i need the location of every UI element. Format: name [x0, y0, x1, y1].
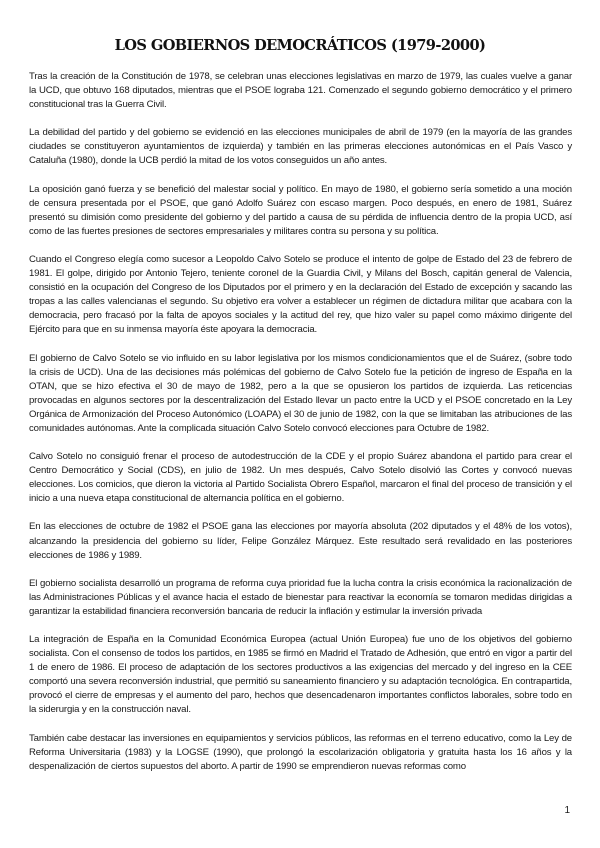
paragraph: Cuando el Congreso elegía como sucesor a Leopoldo Calvo Sotelo se produce el intento de golpe de Estado del 23 de febrero de 1981. El golpe, dirigido por Antonio Tejero, teniente coronel de la Guardia Civil, y Milans del Bosch, capitán general de Valencia, consistió en la ocupación del Congreso de los Diputados por el primero y en la declaración del Estado de excepción y sacando las tropas a las calles valencianas el segundo. Su objetivo era volver a establecer un régimen de dictadura militar que acabara con la democracia, pero fracasó por la falta de apoyos sociales y la actitud del rey, que hizo valer su papel como máximo dirigente del Ejército para que en su inmensa mayoría éste apoyara la democracia.	[29, 253, 572, 336]
paragraph: El gobierno de Calvo Sotelo se vio influido en su labor legislativa por los mismos condicionamientos que el de Suárez, (sobre todo la crisis de UCD). Una de las decisiones más polémicas del gobierno de Calvo Sotelo fue la petición de ingreso de España en la OTAN, que se hizo efectiva el 30 de mayo de 1982, pero a la que se opusieron los partidos de izquierda. Las reticencias provocadas en algunos sectores por la descentralización del Estado llevar un pacto entre la UCD y el PSOE concretado en la Ley Orgánica de Armonización del Proceso Autonómico (LOAPA) el 30 de junio de 1982, con la que se limitaban las atribuciones de las comunidades autónomas. Ante la complicada situación Calvo Sotelo convocó elecciones para Octubre de 1982.	[29, 352, 572, 434]
paragraph: Calvo Sotelo no consiguió frenar el proceso de autodestrucción de la CDE y el propio Suárez abandona el partido para crear el Centro Democrático y Social (CDS), en julio de 1982. Un mes después, Calvo Sotelo disolvió las Cortes y convocó nuevas elecciones. Los comicios, que dieron la victoria al Partido Socialista Obrero Español, marcaron el final del proceso de transición y el inicio a una nueva etapa constitucional de alternancia política en el gobierno.	[29, 451, 572, 505]
paragraph: Tras la creación de la Constitución de 1978, se celebran unas elecciones legislativas en marzo de 1979, las cuales vuelve a ganar la UCD, que obtuvo 168 diputados, mientras que el PSOE lograba 121. Comenzado el segundo gobierno democrático y el primero constitucional tras la Guerra Civil.	[29, 71, 572, 111]
paragraph: La debilidad del partido y del gobierno se evidenció en las elecciones municipales de abril de 1979 (en la mayoría de las grandes ciudades se constituyeron ayuntamientos de izquierda) y también en las primeras elecciones autonómicas en el País Vasco y Cataluña (1980), donde la UCB perdió la mitad de los votos conseguidos un año antes.	[29, 127, 572, 167]
paragraph: En las elecciones de octubre de 1982 el PSOE gana las elecciones por mayoría absoluta (202 diputados y el 48% de los votos), alcanzando la presidencia del gobierno su líder, Felipe González Márquez. Este resultado será revalidado en las posteriores elecciones de 1986 y 1989.	[29, 521, 572, 561]
page-title: LOS GOBIERNOS DEMOCRÁTICOS (1979-2000)	[114, 37, 486, 54]
paragraph: La oposición ganó fuerza y se benefició del malestar social y político. En mayo de 1980, el gobierno sería sometido a una moción de censura presentada por el PSOE, que ganó Adolfo Suárez con escaso margen. Poco después, en enero de 1981, Suárez presentó su dimisión como presidente del gobierno y del partido a causa de su pérdida de influencia dentro de la propia UCD, así como de las fuertes presiones de sectores empresariales y militares contra su persona y su política.	[29, 183, 572, 237]
paragraph: También cabe destacar las inversiones en equipamientos y servicios públicos, las reformas en el terreno educativo, como la Ley de Reforma Universitaria (1983) y la LOGSE (1990), que prolongó la escolarización obligatoria y gratuita hasta los 16 años y la despenalización de ciertos supuestos del aborto. A partir de 1990 se emprendieron nuevas reformas como	[29, 732, 572, 772]
page-number: 1	[564, 805, 570, 816]
paragraph: La integración de España en la Comunidad Económica Europea (actual Unión Europea) fue uno de los objetivos del gobierno socialista. Con el consenso de todos los partidos, en 1985 se firmó en Madrid el Tratado de Adhesión, que entró en vigor a partir del 1 de enero de 1986. El proceso de adaptación de los sectores productivos a las exigencias del mercado y del ingreso en la CEE comportó una severa reconversión industrial, que permitió su saneamiento financiero y su adaptación tecnológica. En contrapartida, provocó el cierre de empresas y el aumento del paro, hechos que desencadenaron importantes conflictos laborales, sobre todo en la siderurgia y en la construcción naval.	[29, 634, 572, 716]
paragraph: El gobierno socialista desarrolló un programa de reforma cuya prioridad fue la lucha contra la crisis económica la racionalización de las Administraciones Públicas y el avance hacia el estado de bienestar para reactivar la economía se tomaron medidas dirigidas a garantizar la estabilidad financiera reconversión bancaria de reducir la inflación y estimular la inversión privada	[29, 577, 572, 617]
document-body	[29, 70, 572, 788]
